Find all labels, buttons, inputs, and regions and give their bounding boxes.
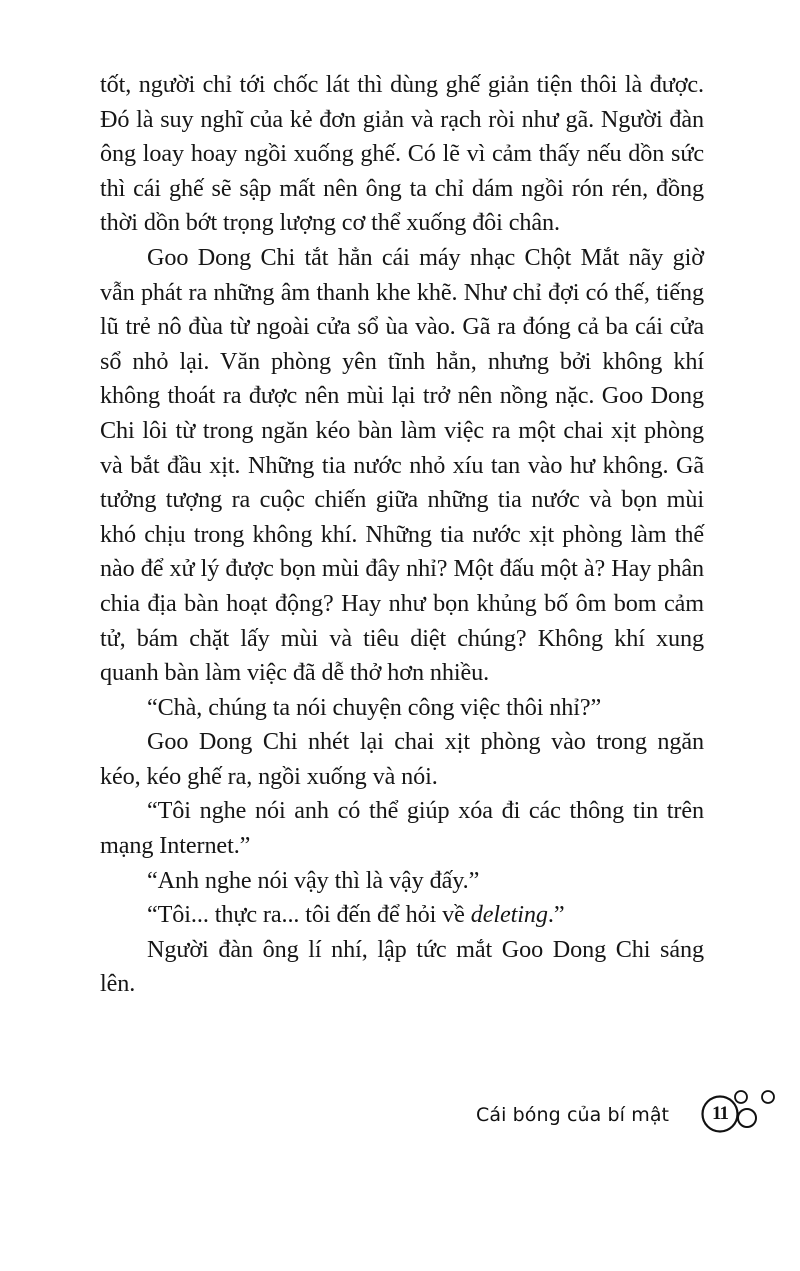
dialogue-text: “Tôi... thực ra... tôi đến để hỏi về [147, 901, 471, 929]
paragraph: Người đàn ông lí nhí, lập tức mắt Goo Dong Chi sáng lên. [100, 935, 704, 998]
running-footer-book-title: Cái bóng của bí mật [476, 1104, 670, 1126]
page-number: 11 [712, 1103, 728, 1124]
paragraph: Goo Dong Chi nhét lại chai xịt phòng vào trong ngăn kéo, kéo ghế ra, ngồi xuống và nói. [100, 728, 704, 790]
page-body [100, 68, 704, 1002]
paragraph: tốt, người chỉ tới chốc lát thì dùng ghế giản tiện thôi là được. Đó là suy nghĩ của kẻ đơn giản và rạch ròi như gã. Người đàn ông loay hoay ngồi xuống ghế. Có lẽ vì cảm thấy nếu dồn sức thì cái ghế sẽ sập mất nên ông ta chỉ dám ngồi rón rén, đồng thời dồn bớt trọng lượng cơ thể xuống đôi chân. [100, 71, 704, 237]
dialogue-text-end: .” [547, 901, 565, 929]
dialogue-paragraph [100, 898, 704, 933]
dialogue-paragraph: “Tôi nghe nói anh có thể giúp xóa đi các thông tin trên mạng Internet.” [100, 797, 704, 860]
dialogue-paragraph: “Chà, chúng ta nói chuyện công việc thôi nhỉ?” [147, 693, 602, 721]
italic-term: deleting [470, 901, 548, 929]
dialogue-paragraph: “Anh nghe nói vậy thì là vậy đấy.” [147, 866, 480, 894]
paragraph: Goo Dong Chi tắt hẳn cái máy nhạc Chột Mắt nãy giờ vẫn phát ra những âm thanh khe khẽ. Như chỉ đợi có thế, tiếng lũ trẻ nô đùa từ ngoài cửa sổ ùa vào. Gã ra đóng cả ba cái cửa sổ nhỏ lại. Văn phòng yên tĩnh hẳn, nhưng bởi không khí không thoát ra được nên mùi lại trở nên nồng nặc. Goo Dong Chi lôi từ trong ngăn kéo bàn làm việc ra một chai xịt phòng và bắt đầu xịt. Những tia nước nhỏ xíu tan vào hư không. Gã tưởng tượng ra cuộc chiến giữa những tia nước và bọn mùi khó chịu trong không khí. Những tia nước xịt phòng làm thế nào để xử lý được bọn mùi đây nhỉ? Một đấu một à? Hay phân chia địa bàn hoạt động? Hay như bọn khủng bố ôm bom cảm tử, bám chặt lấy mùi và tiêu diệt chúng? Không khí xung quanh bàn làm việc đã dễ thở hơn nhiều. [100, 243, 704, 687]
